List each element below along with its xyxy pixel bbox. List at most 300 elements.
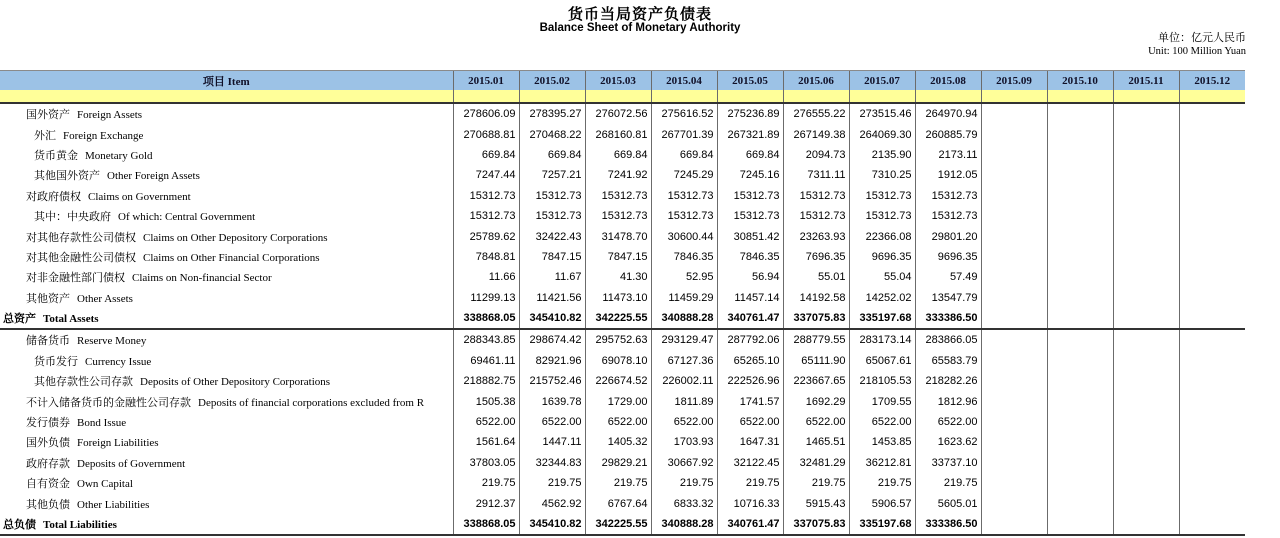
value-cell <box>981 371 1047 391</box>
value-cell <box>1047 514 1113 535</box>
value-cell: 335197.68 <box>849 514 915 535</box>
value-cell: 6522.00 <box>783 412 849 432</box>
item-label-cn: 储备货币 <box>26 335 70 348</box>
value-cell <box>981 329 1047 350</box>
value-cell: 219.75 <box>651 473 717 493</box>
item-label-en: Deposits of financial corporations excluded from R <box>198 396 425 409</box>
value-cell: 335197.68 <box>849 308 915 329</box>
table-row <box>0 288 1245 308</box>
value-cell: 7311.11 <box>783 165 849 185</box>
value-cell <box>1113 206 1179 226</box>
page-subtitle: Balance Sheet of Monetary Authority <box>539 22 741 34</box>
value-cell: 669.84 <box>519 145 585 165</box>
column-subheader-cell <box>519 90 585 103</box>
table-row <box>0 351 1245 371</box>
value-cell <box>1113 165 1179 185</box>
item-label-cn: 其他存款性公司存款 <box>34 376 133 389</box>
value-cell: 15312.73 <box>453 206 519 226</box>
column-subheader-cell <box>849 90 915 103</box>
value-cell: 337075.83 <box>783 308 849 329</box>
value-cell: 65067.61 <box>849 351 915 371</box>
item-label-cell <box>0 493 453 513</box>
value-cell <box>981 351 1047 371</box>
value-cell: 15312.73 <box>519 186 585 206</box>
value-cell: 9696.35 <box>915 247 981 267</box>
value-cell <box>1047 145 1113 165</box>
value-cell <box>981 514 1047 535</box>
value-cell <box>981 288 1047 308</box>
value-cell: 5906.57 <box>849 493 915 513</box>
value-cell: 2173.11 <box>915 145 981 165</box>
column-subheader-cell <box>717 90 783 103</box>
value-cell: 267321.89 <box>717 124 783 144</box>
value-cell <box>1047 206 1113 226</box>
value-cell: 14192.58 <box>783 288 849 308</box>
value-cell: 15312.73 <box>717 206 783 226</box>
value-cell: 11473.10 <box>585 288 651 308</box>
value-cell: 2094.73 <box>783 145 849 165</box>
value-cell: 15312.73 <box>585 186 651 206</box>
value-cell <box>981 473 1047 493</box>
value-cell: 5605.01 <box>915 493 981 513</box>
item-label-cn: 对非金融性部门债权 <box>26 272 125 285</box>
item-label-en: Deposits of Other Depository Corporations <box>140 376 331 389</box>
column-header-cell: 2015.08 <box>915 71 981 91</box>
value-cell <box>1179 493 1245 513</box>
table-row <box>0 124 1245 144</box>
value-cell <box>1179 247 1245 267</box>
value-cell: 15312.73 <box>783 186 849 206</box>
item-label-cn: 对其他存款性公司债权 <box>26 231 136 244</box>
value-cell: 14252.02 <box>849 288 915 308</box>
value-cell: 669.84 <box>717 145 783 165</box>
value-cell: 669.84 <box>453 145 519 165</box>
value-cell: 337075.83 <box>783 514 849 535</box>
value-cell: 30600.44 <box>651 226 717 246</box>
value-cell: 268160.81 <box>585 124 651 144</box>
item-label-cell <box>0 329 453 350</box>
value-cell <box>1047 473 1113 493</box>
value-cell: 7310.25 <box>849 165 915 185</box>
value-cell: 333386.50 <box>915 514 981 535</box>
value-cell: 260885.79 <box>915 124 981 144</box>
value-cell: 6522.00 <box>915 412 981 432</box>
item-label-cn: 其他负债 <box>26 498 70 511</box>
value-cell <box>1113 145 1179 165</box>
column-subheader-cell <box>1113 90 1179 103</box>
value-cell: 15312.73 <box>783 206 849 226</box>
value-cell: 1811.89 <box>651 391 717 411</box>
value-cell: 1741.57 <box>717 391 783 411</box>
item-label-en: Other Liabilities <box>77 498 150 511</box>
value-cell <box>1047 412 1113 432</box>
value-cell: 7846.35 <box>651 247 717 267</box>
value-cell <box>1113 371 1179 391</box>
item-label-en: Other Foreign Assets <box>107 170 200 183</box>
value-cell <box>1047 391 1113 411</box>
value-cell <box>1179 371 1245 391</box>
value-cell <box>981 206 1047 226</box>
value-cell: 219.75 <box>585 473 651 493</box>
value-cell: 56.94 <box>717 267 783 287</box>
value-cell <box>981 103 1047 124</box>
value-cell: 32122.45 <box>717 453 783 473</box>
item-label-cn: 其他资产 <box>26 292 70 305</box>
value-cell <box>1113 267 1179 287</box>
value-cell: 222526.96 <box>717 371 783 391</box>
value-cell: 219.75 <box>915 473 981 493</box>
value-cell: 219.75 <box>519 473 585 493</box>
column-header-cell: 2015.07 <box>849 71 915 91</box>
value-cell: 15312.73 <box>651 186 717 206</box>
value-cell <box>1047 432 1113 452</box>
value-cell: 11.66 <box>453 267 519 287</box>
value-cell: 1709.55 <box>849 391 915 411</box>
value-cell: 15312.73 <box>651 206 717 226</box>
value-cell <box>1179 473 1245 493</box>
value-cell: 7848.81 <box>453 247 519 267</box>
value-cell <box>981 493 1047 513</box>
value-cell: 7847.15 <box>585 247 651 267</box>
value-cell: 218105.53 <box>849 371 915 391</box>
value-cell: 7245.16 <box>717 165 783 185</box>
value-cell <box>1179 206 1245 226</box>
column-subheader-cell <box>585 90 651 103</box>
item-label-en: Foreign Liabilities <box>77 437 159 450</box>
column-header-cell: 2015.11 <box>1113 71 1179 91</box>
value-cell: 33737.10 <box>915 453 981 473</box>
value-cell <box>981 226 1047 246</box>
value-cell: 226674.52 <box>585 371 651 391</box>
value-cell <box>981 145 1047 165</box>
column-header-cell: 2015.03 <box>585 71 651 91</box>
value-cell: 264970.94 <box>915 103 981 124</box>
table-row <box>0 186 1245 206</box>
value-cell: 1465.51 <box>783 432 849 452</box>
unit-label-cn: 单位：亿元人民币 <box>1158 32 1246 44</box>
item-label-cn: 货币发行 <box>34 355 78 368</box>
value-cell: 1623.62 <box>915 432 981 452</box>
value-cell: 267149.38 <box>783 124 849 144</box>
item-label-cell <box>0 124 453 144</box>
value-cell: 7847.15 <box>519 247 585 267</box>
value-cell: 15312.73 <box>849 206 915 226</box>
item-label-en: Own Capital <box>77 478 133 491</box>
value-cell: 340761.47 <box>717 514 783 535</box>
item-label-cn: 不计入储备货币的金融性公司存款 <box>26 396 191 409</box>
value-cell: 298674.42 <box>519 329 585 350</box>
value-cell <box>981 124 1047 144</box>
item-label-cn: 对政府债权 <box>26 190 81 203</box>
value-cell: 276072.56 <box>585 103 651 124</box>
value-cell <box>1179 165 1245 185</box>
value-cell: 23263.93 <box>783 226 849 246</box>
item-label-cell <box>0 206 453 226</box>
value-cell <box>1113 493 1179 513</box>
value-cell <box>1113 288 1179 308</box>
value-cell <box>1047 124 1113 144</box>
item-header-cell: 项目 Item <box>0 71 453 91</box>
column-subheader-cell <box>651 90 717 103</box>
column-subheader-cell <box>915 90 981 103</box>
column-subheader-cell <box>783 90 849 103</box>
value-cell: 11.67 <box>519 267 585 287</box>
item-label-cell <box>0 308 453 329</box>
item-label-cell <box>0 391 453 411</box>
value-cell: 6522.00 <box>453 412 519 432</box>
value-cell: 6522.00 <box>849 412 915 432</box>
value-cell: 15312.73 <box>453 186 519 206</box>
value-cell <box>1113 308 1179 329</box>
table-row <box>0 432 1245 452</box>
value-cell: 2135.90 <box>849 145 915 165</box>
value-cell: 276555.22 <box>783 103 849 124</box>
item-label-cn: 国外资产 <box>26 109 70 122</box>
header-subrow <box>0 90 1245 103</box>
value-cell: 36212.81 <box>849 453 915 473</box>
item-label-en: Foreign Assets <box>77 109 143 122</box>
value-cell: 5915.43 <box>783 493 849 513</box>
item-label-cn: 发行债券 <box>26 417 70 430</box>
column-header-cell: 2015.10 <box>1047 71 1113 91</box>
value-cell <box>1179 226 1245 246</box>
value-cell: 29829.21 <box>585 453 651 473</box>
item-label-cell <box>0 103 453 124</box>
value-cell: 30667.92 <box>651 453 717 473</box>
value-cell <box>1047 288 1113 308</box>
item-label-cn: 自有资金 <box>26 478 70 491</box>
value-cell <box>1047 103 1113 124</box>
value-cell: 333386.50 <box>915 308 981 329</box>
item-label-cn: 其他国外资产 <box>34 170 100 183</box>
value-cell <box>1179 412 1245 432</box>
item-label-cell <box>0 371 453 391</box>
column-subheader-cell <box>981 90 1047 103</box>
item-label-cell <box>0 226 453 246</box>
table-row <box>0 329 1245 350</box>
value-cell: 218882.75 <box>453 371 519 391</box>
value-cell: 293129.47 <box>651 329 717 350</box>
value-cell: 340761.47 <box>717 308 783 329</box>
value-cell: 267701.39 <box>651 124 717 144</box>
item-label-en: Monetary Gold <box>85 149 153 162</box>
value-cell: 82921.96 <box>519 351 585 371</box>
value-cell: 69078.10 <box>585 351 651 371</box>
table-row <box>0 247 1245 267</box>
value-cell: 55.04 <box>849 267 915 287</box>
value-cell <box>981 432 1047 452</box>
value-cell: 30851.42 <box>717 226 783 246</box>
value-cell: 65111.90 <box>783 351 849 371</box>
value-cell <box>1179 288 1245 308</box>
item-label-cell <box>0 514 453 535</box>
value-cell: 342225.55 <box>585 308 651 329</box>
item-label-en: Total Liabilities <box>43 519 117 531</box>
value-cell <box>1179 391 1245 411</box>
value-cell: 11421.56 <box>519 288 585 308</box>
item-label-cn: 国外负债 <box>26 437 70 450</box>
value-cell: 338868.05 <box>453 514 519 535</box>
value-cell <box>981 308 1047 329</box>
value-cell: 340888.28 <box>651 308 717 329</box>
value-cell: 1405.32 <box>585 432 651 452</box>
value-cell <box>1113 453 1179 473</box>
value-cell: 295752.63 <box>585 329 651 350</box>
item-label-cell <box>0 473 453 493</box>
value-cell <box>1047 165 1113 185</box>
value-cell <box>1113 247 1179 267</box>
value-cell <box>1047 351 1113 371</box>
value-cell: 6522.00 <box>717 412 783 432</box>
value-cell <box>1179 124 1245 144</box>
value-cell <box>1113 186 1179 206</box>
value-cell: 2912.37 <box>453 493 519 513</box>
value-cell <box>981 412 1047 432</box>
item-label-cell <box>0 267 453 287</box>
value-cell: 15312.73 <box>519 206 585 226</box>
table-row <box>0 145 1245 165</box>
value-cell: 65583.79 <box>915 351 981 371</box>
value-cell: 37803.05 <box>453 453 519 473</box>
column-header-cell: 2015.05 <box>717 71 783 91</box>
table-row <box>0 206 1245 226</box>
value-cell <box>1113 329 1179 350</box>
value-cell: 278395.27 <box>519 103 585 124</box>
item-label-cn: 总资产 <box>3 313 36 326</box>
column-header-cell: 2015.06 <box>783 71 849 91</box>
value-cell: 1639.78 <box>519 391 585 411</box>
value-cell <box>981 165 1047 185</box>
column-header-cell: 2015.01 <box>453 71 519 91</box>
value-cell <box>981 453 1047 473</box>
value-cell: 215752.46 <box>519 371 585 391</box>
value-cell: 1647.31 <box>717 432 783 452</box>
value-cell: 226002.11 <box>651 371 717 391</box>
value-cell: 32422.43 <box>519 226 585 246</box>
item-label-en: Claims on Non-financial Sector <box>132 272 272 285</box>
value-cell: 264069.30 <box>849 124 915 144</box>
unit-label-en: Unit: 100 Million Yuan <box>1148 46 1246 57</box>
value-cell: 342225.55 <box>585 514 651 535</box>
value-cell: 6767.64 <box>585 493 651 513</box>
table-row <box>0 165 1245 185</box>
page-title: 货币当局资产负债表 <box>567 7 712 23</box>
value-cell <box>1047 226 1113 246</box>
value-cell: 288779.55 <box>783 329 849 350</box>
value-cell <box>1179 267 1245 287</box>
value-cell <box>1179 329 1245 350</box>
item-label-cn: 政府存款 <box>26 457 70 470</box>
item-label-en: Of which: Central Government <box>118 211 256 224</box>
value-cell <box>981 267 1047 287</box>
value-cell <box>1047 453 1113 473</box>
value-cell: 25789.62 <box>453 226 519 246</box>
item-label-cell <box>0 453 453 473</box>
value-cell: 218282.26 <box>915 371 981 391</box>
value-cell: 15312.73 <box>915 186 981 206</box>
item-label-cell <box>0 432 453 452</box>
value-cell: 11459.29 <box>651 288 717 308</box>
value-cell: 13547.79 <box>915 288 981 308</box>
value-cell: 270468.22 <box>519 124 585 144</box>
value-cell: 57.49 <box>915 267 981 287</box>
item-label-cell <box>0 412 453 432</box>
table-row <box>0 226 1245 246</box>
value-cell <box>1113 103 1179 124</box>
value-cell <box>1113 351 1179 371</box>
value-cell <box>981 186 1047 206</box>
value-cell <box>1113 514 1179 535</box>
value-cell: 65265.10 <box>717 351 783 371</box>
value-cell: 7241.92 <box>585 165 651 185</box>
value-cell: 7245.29 <box>651 165 717 185</box>
item-label-cell <box>0 186 453 206</box>
item-label-en: Currency Issue <box>85 355 152 368</box>
value-cell <box>1113 473 1179 493</box>
column-header-cell: 2015.12 <box>1179 71 1245 91</box>
item-label-en: Total Assets <box>43 313 99 326</box>
item-label-cell <box>0 351 453 371</box>
value-cell: 340888.28 <box>651 514 717 535</box>
column-header-cell: 2015.09 <box>981 71 1047 91</box>
value-cell <box>1179 308 1245 329</box>
value-cell: 55.01 <box>783 267 849 287</box>
value-cell: 11457.14 <box>717 288 783 308</box>
value-cell: 1561.64 <box>453 432 519 452</box>
value-cell <box>1047 308 1113 329</box>
value-cell <box>981 247 1047 267</box>
item-label-cell <box>0 247 453 267</box>
header-row <box>0 71 1245 91</box>
value-cell: 275616.52 <box>651 103 717 124</box>
value-cell <box>981 391 1047 411</box>
column-subheader-cell <box>1179 90 1245 103</box>
value-cell <box>1047 247 1113 267</box>
value-cell <box>1047 329 1113 350</box>
value-cell: 275236.89 <box>717 103 783 124</box>
item-label-cn: 总负债 <box>3 519 36 531</box>
table-row <box>0 391 1245 411</box>
value-cell <box>1113 124 1179 144</box>
value-cell: 1692.29 <box>783 391 849 411</box>
item-label-en: Claims on Government <box>88 190 191 203</box>
item-label-en: Foreign Exchange <box>63 129 144 142</box>
unit-block <box>1148 31 1246 59</box>
item-label-en: Other Assets <box>77 292 133 305</box>
value-cell <box>1179 432 1245 452</box>
value-cell <box>1179 351 1245 371</box>
value-cell: 32481.29 <box>783 453 849 473</box>
value-cell: 6522.00 <box>651 412 717 432</box>
value-cell: 1729.00 <box>585 391 651 411</box>
value-cell <box>1113 391 1179 411</box>
value-cell: 219.75 <box>453 473 519 493</box>
value-cell <box>1113 432 1179 452</box>
value-cell: 283866.05 <box>915 329 981 350</box>
value-cell: 6522.00 <box>519 412 585 432</box>
value-cell <box>1179 186 1245 206</box>
value-cell: 6833.32 <box>651 493 717 513</box>
value-cell <box>1047 371 1113 391</box>
table-row <box>0 514 1245 535</box>
value-cell <box>1179 145 1245 165</box>
value-cell: 288343.85 <box>453 329 519 350</box>
value-cell: 32344.83 <box>519 453 585 473</box>
value-cell: 15312.73 <box>915 206 981 226</box>
value-cell: 15312.73 <box>849 186 915 206</box>
table-row <box>0 103 1245 124</box>
value-cell: 7257.21 <box>519 165 585 185</box>
